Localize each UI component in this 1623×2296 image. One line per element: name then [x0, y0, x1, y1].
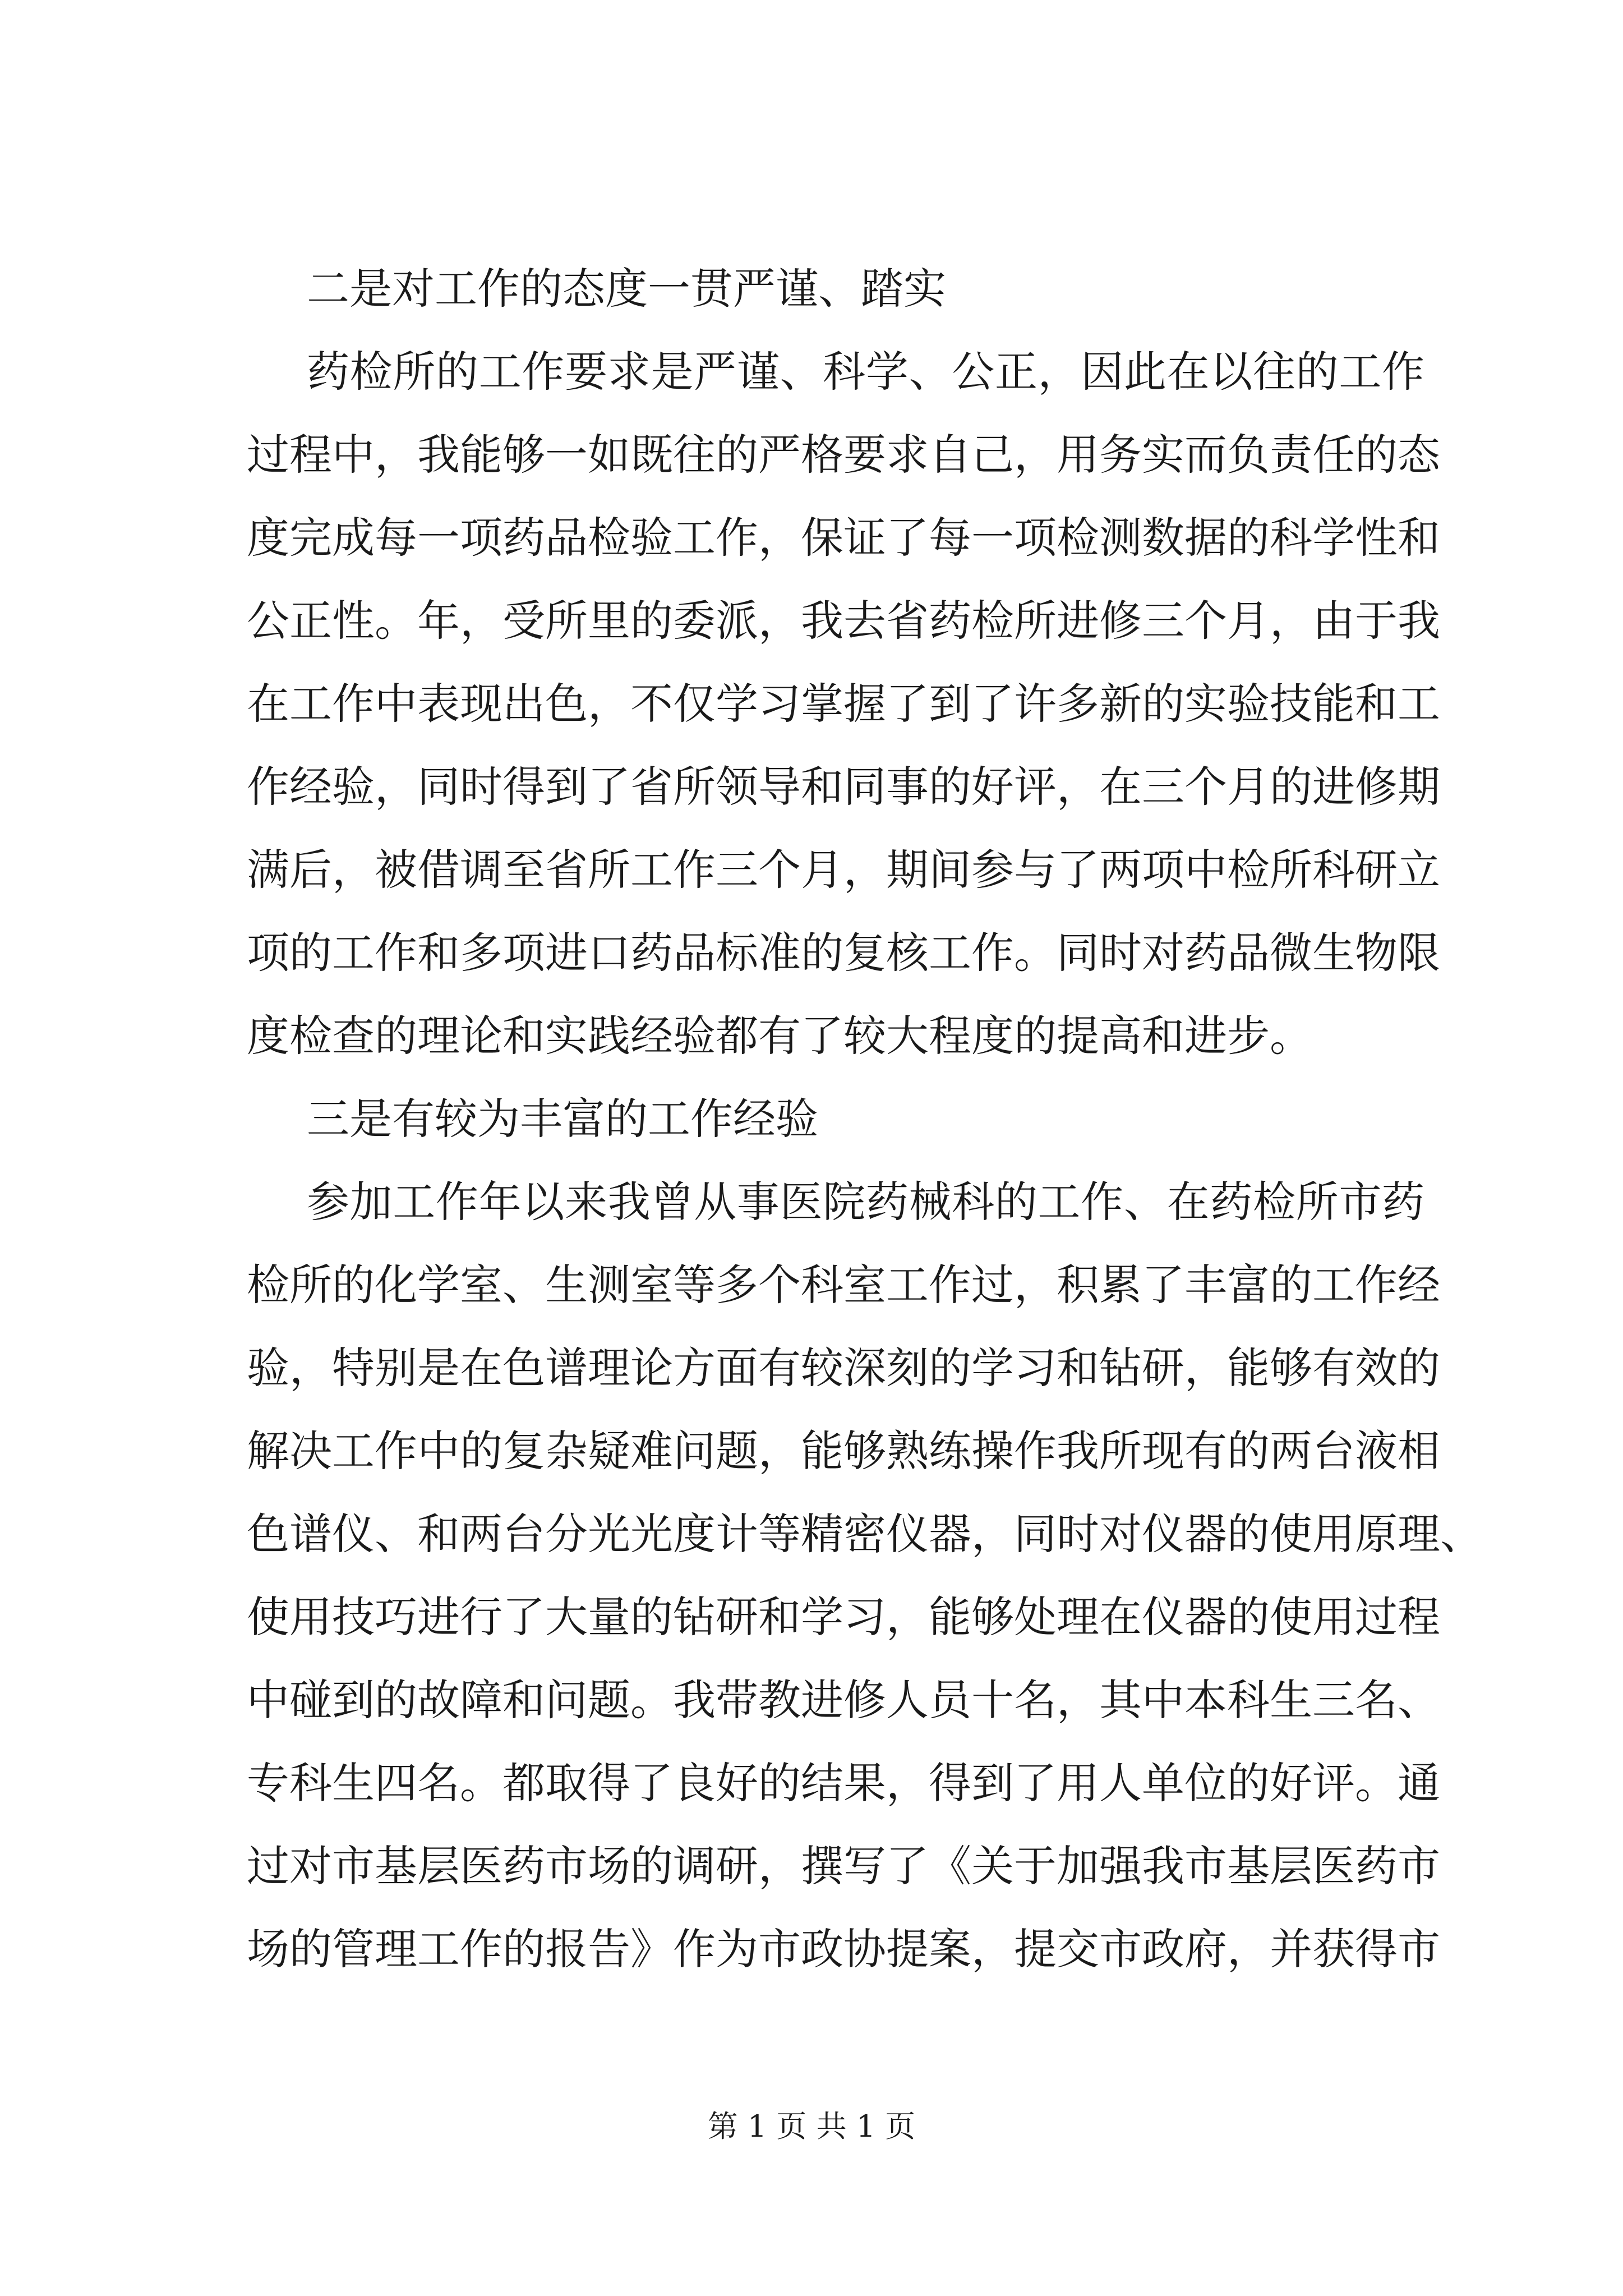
paragraph-line: 场的管理工作的报告》作为市政协提案，提交市政府，并获得市 [247, 1924, 1440, 1974]
paragraph-line: 作经验，同时得到了省所领导和同事的好评，在三个月的进修期 [247, 762, 1440, 812]
paragraph-line: 参加工作年以来我曾从事医院药械科的工作、在药检所市药 [307, 1177, 1424, 1227]
paragraph-line: 度检查的理论和实践经验都有了较大程度的提高和进步。 [247, 1011, 1312, 1061]
paragraph-line: 公正性。年，受所里的委派，我去省药检所进修三个月，由于我 [247, 596, 1440, 646]
paragraph-line: 色谱仪、和两台分光光度计等精密仪器，同时对仪器的使用原理、 [247, 1509, 1483, 1559]
paragraph-line: 项的工作和多项进口药品标准的复核工作。同时对药品微生物限 [247, 928, 1440, 978]
paragraph-line: 度完成每一项药品检验工作，保证了每一项检测数据的科学性和 [247, 513, 1440, 563]
paragraph-line: 在工作中表现出色，不仅学习掌握了到了许多新的实验技能和工 [247, 679, 1440, 729]
paragraph-line: 解决工作中的复杂疑难问题，能够熟练操作我所现有的两台液相 [247, 1426, 1440, 1476]
page-footer: 第 1 页 共 1 页 [707, 2109, 916, 2144]
paragraph-line: 中碰到的故障和问题。我带教进修人员十名，其中本科生三名、 [247, 1675, 1440, 1725]
paragraph-line: 使用技巧进行了大量的钻研和学习，能够处理在仪器的使用过程 [247, 1592, 1440, 1642]
paragraph-line: 检所的化学室、生测室等多个科室工作过，积累了丰富的工作经 [247, 1260, 1440, 1310]
section-heading: 三是有较为丰富的工作经验 [307, 1094, 818, 1144]
section-heading: 二是对工作的态度一贯严谨、踏实 [307, 264, 946, 314]
paragraph-line: 验，特别是在色谱理论方面有较深刻的学习和钻研，能够有效的 [247, 1343, 1440, 1393]
paragraph-line: 过对市基层医药市场的调研，撰写了《关于加强我市基层医药市 [247, 1841, 1440, 1891]
paragraph-line: 过程中，我能够一如既往的严格要求自己，用务实而负责任的态 [247, 430, 1440, 480]
paragraph-line: 专科生四名。都取得了良好的结果，得到了用人单位的好评。通 [247, 1758, 1440, 1808]
paragraph-line: 满后，被借调至省所工作三个月，期间参与了两项中检所科研立 [247, 845, 1440, 895]
paragraph-line: 药检所的工作要求是严谨、科学、公正，因此在以往的工作 [307, 347, 1424, 397]
